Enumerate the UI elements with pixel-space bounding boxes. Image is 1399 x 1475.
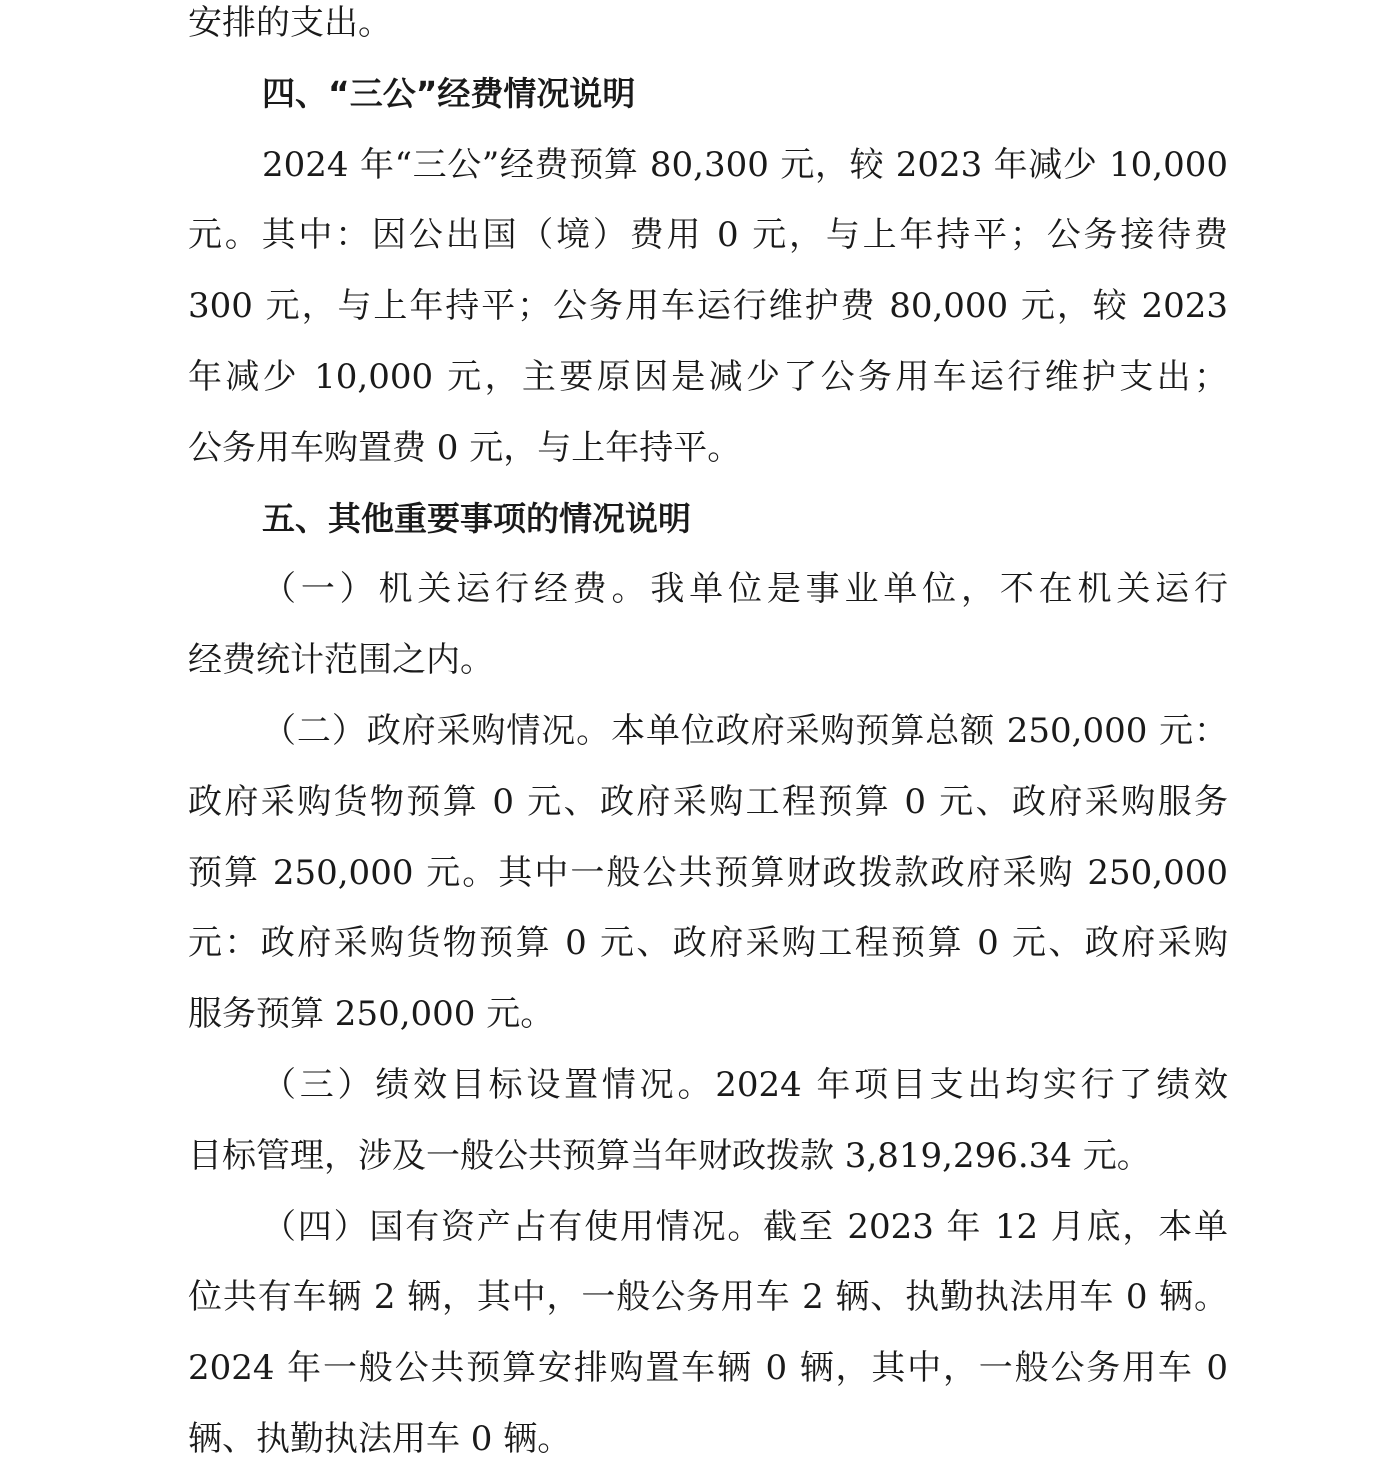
document-page bbox=[188, 0, 1228, 1475]
paragraph-line: （三）绩效目标设置情况。2024 年项目支出均实行了绩效 bbox=[262, 1064, 1228, 1105]
paragraph-line: 位共有车辆 2 辆，其中，一般公务用车 2 辆、执勤执法用车 0 辆。 bbox=[188, 1277, 1228, 1318]
paragraph-line: 公务用车购置费 0 元，与上年持平。 bbox=[188, 427, 742, 468]
paragraph-line: 2024 年一般公共预算安排购置车辆 0 辆，其中，一般公务用车 0 bbox=[188, 1348, 1228, 1389]
section-heading-other-matters: 五、其他重要事项的情况说明 bbox=[262, 498, 691, 538]
paragraph-line: 年减少 10,000 元，主要原因是减少了公务用车运行维护支出； bbox=[188, 356, 1228, 397]
section-heading-sangong: 四、“三公”经费情况说明 bbox=[262, 73, 636, 113]
paragraph-line: 元：政府采购货物预算 0 元、政府采购工程预算 0 元、政府采购 bbox=[188, 923, 1228, 964]
paragraph-line: （四）国有资产占有使用情况。截至 2023 年 12 月底，本单 bbox=[262, 1206, 1228, 1247]
paragraph-line: 2024 年“三公”经费预算 80,300 元，较 2023 年减少 10,000 bbox=[262, 144, 1228, 185]
paragraph-line: 辆、执勤执法用车 0 辆。 bbox=[188, 1418, 572, 1459]
paragraph-line: 政府采购货物预算 0 元、政府采购工程预算 0 元、政府采购服务 bbox=[188, 781, 1228, 822]
paragraph-line: 服务预算 250,000 元。 bbox=[188, 994, 555, 1035]
paragraph-line: （一）机关运行经费。我单位是事业单位，不在机关运行 bbox=[262, 569, 1228, 610]
paragraph-line: 目标管理，涉及一般公共预算当年财政拨款 3,819,296.34 元。 bbox=[188, 1135, 1151, 1176]
paragraph-line: 安排的支出。 bbox=[188, 3, 392, 43]
paragraph-line: 经费统计范围之内。 bbox=[188, 640, 494, 681]
paragraph-line: 元。其中：因公出国（境）费用 0 元，与上年持平；公务接待费 bbox=[188, 215, 1228, 256]
paragraph-line: （二）政府采购情况。本单位政府采购预算总额 250,000 元： bbox=[262, 710, 1228, 751]
paragraph-line: 300 元，与上年持平；公务用车运行维护费 80,000 元，较 2023 bbox=[188, 286, 1228, 327]
paragraph-line: 预算 250,000 元。其中一般公共预算财政拨款政府采购 250,000 bbox=[188, 852, 1228, 893]
